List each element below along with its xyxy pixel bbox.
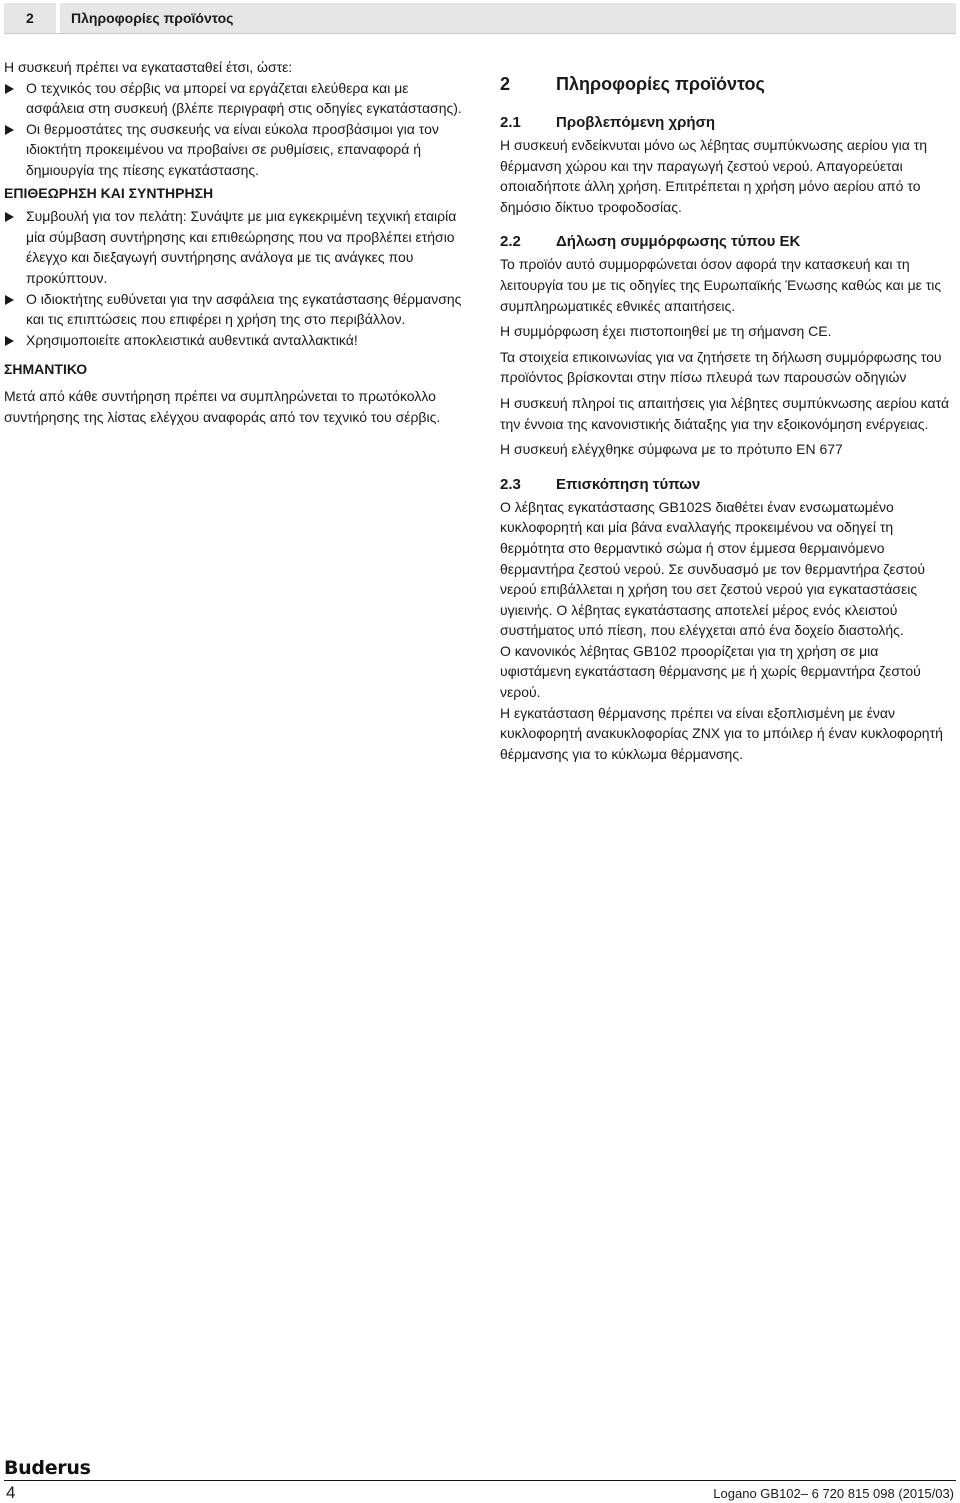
right-column xyxy=(500,72,952,764)
section-title-text: Προβλεπόμενη χρήση xyxy=(556,114,716,131)
bullet-arrow-icon xyxy=(5,336,14,346)
bullet-arrow-icon xyxy=(5,84,14,94)
section-paragraph: Η εγκατάσταση θέρμανσης πρέπει να είναι εξοπλισμένη με έναν κυκλοφορητή ανακυκλοφορίας ZNX για το μπόιλερ ή έναν κυκλοφορητή θέρμανσης για το κύκλωμα θέρμανσης. xyxy=(500,704,943,762)
bullet-item xyxy=(4,78,464,119)
brand-logo: Buderus xyxy=(4,1457,91,1479)
header-bar xyxy=(4,3,956,34)
section-paragraph: Το προϊόν αυτό συμμορφώνεται όσον αφορά την κατασκευή και τη λειτουργία του με τις οδηγίες της Ευρωπαϊκής Ένωσης καθώς και με τις συμπληρωματικές εθνικές απαιτήσεις. xyxy=(500,256,942,314)
page-number: 4 xyxy=(6,1483,16,1502)
chapter-title-text: Πληροφορίες προϊόντος xyxy=(556,74,765,94)
bullet-text: Ο τεχνικός του σέρβις να μπορεί να εργάζεται ελεύθερα και με ασφάλεια στη συσκευή (βλέπε περιγραφή στις οδηγίες εγκατάστασης). xyxy=(26,79,462,117)
section-paragraph: Ο κανονικός λέβητας GB102 προορίζεται για τη χρήση σε μια υφιστάμενη εγκατάσταση θέρμανσης με ή χωρίς θερμαντήρα ζεστού νερού. xyxy=(500,642,921,701)
bullet-arrow-icon xyxy=(5,295,14,305)
section-title-text: Επισκόπηση τύπων xyxy=(556,475,701,493)
bullet-text: Οι θερμοστάτες της συσκευής να είναι εύκολα προσβάσιμοι για τον ιδιοκτήτη προκειμένου να προβαίνει σε ρυθμίσεις, επαναφορά ή δημιουργία της πίεσης εγκατάστασης. xyxy=(26,120,439,178)
important-text: Μετά από κάθε συντήρηση πρέπει να συμπληρώνεται το πρωτόκολλο συντήρησης της λίστας ελέγχου αναφοράς από τον τεχνικό του σέρβις. xyxy=(4,387,441,425)
bullet-text: Συμβουλή για τον πελάτη: Συνάψτε με μια εγκεκριμένη τεχνική εταιρία μία σύμβαση συντήρησης και επιθεώρησης που να προβλέπει ετήσιο έλεγχο και διεξαγωγή συντήρησης ανάλογα με τις ανάγκες που προκύπτουν. xyxy=(26,208,457,286)
bullet-item xyxy=(4,330,464,351)
important-heading: ΣΗΜΑΝΤΙΚΟ xyxy=(4,361,88,378)
document-id: Logano GB102– 6 720 815 098 (2015/03) xyxy=(713,1486,954,1501)
bullet-item xyxy=(4,206,464,288)
section-title xyxy=(500,231,952,253)
bullet-arrow-icon xyxy=(5,125,14,135)
section-spacer xyxy=(500,217,952,231)
section-paragraph: Ο λέβητας εγκατάστασης GB102S διαθέτει έναν ενσωματωμένο κυκλοφορητή και μία βάνα εναλλαγής προκειμένου να οδηγεί τη θερμότητα στο θερμαντικό σώμα ή στον έμμεσα θερμαινόμενο θερμαντήρα ζεστού νερού. Σε συνδυασμό με τον θερμαντήρα ζεστού νερού επιβάλλεται η χρήση του σετ ζεστού νερού για εγκαταστάσεις υγιεινής. Ο λέβητας εγκατάστασης αποτελεί μέρος ενός κλειστού συστήματος υπό πίεση, που ελέγχεται από ένα δοχείο διαστολής. xyxy=(500,498,926,639)
section-paragraph: Τα στοιχεία επικοινωνίας για να ζητήσετε τη δήλωση συμμόρφωσης του προϊόντος βρίσκονται στην πίσω πλευρά των παρουσών οδηγιών xyxy=(500,348,942,386)
section-title xyxy=(500,112,952,134)
footer-divider xyxy=(4,1480,956,1481)
section-paragraph: Η συμμόρφωση έχει πιστοποιηθεί με τη σήμανση CE. xyxy=(500,323,832,340)
section-paragraph: Η συσκευή πληροί τις απαιτήσεις για λέβητες συμπύκνωσης αερίου κατά την έννοια της κανονιστικής διάταξης για την εξοικονόμηση ενέργειας. xyxy=(500,394,950,432)
header-divider xyxy=(56,3,60,33)
intro-text: Η συσκευή πρέπει να εγκατασταθεί έτσι, ώστε: xyxy=(4,59,293,75)
chapter-number: 2 xyxy=(500,74,511,94)
bullet-arrow-icon xyxy=(5,212,14,222)
section-number: 2.1 xyxy=(500,114,521,131)
left-column xyxy=(4,57,464,427)
bullet-item xyxy=(4,119,464,181)
header-title: Πληροφορίες προϊόντος xyxy=(71,10,234,26)
section-spacer xyxy=(500,460,952,474)
section-paragraph: Η συσκευή ενδείκνυται μόνο ως λέβητας συμπύκνωσης αερίου για τη θέρμανση χώρου και την παραγωγή ζεστού νερού. Απαγορεύεται οποιαδήποτε άλλη χρήση. Επιτρέπεται η χρήση μόνο αερίου από το δημόσιο δίκτυο τροφοδοσίας. xyxy=(500,137,928,215)
section-title xyxy=(500,474,952,496)
section-number: 2.2 xyxy=(500,233,521,251)
section-number: 2.3 xyxy=(500,475,521,493)
bullet-text: Ο ιδιοκτήτης ευθύνεται για την ασφάλεια της εγκατάστασης θέρμανσης και τις επιπτώσεις που επιφέρει η χρήση της στο περιβάλλον. xyxy=(26,290,462,328)
header-chapter-number: 2 xyxy=(26,10,34,26)
maintenance-heading: ΕΠΙΘΕΩΡΗΣΗ ΚΑΙ ΣΥΝΤΗΡΗΣΗ xyxy=(4,184,214,201)
bullet-text: Χρησιμοποιείτε αποκλειστικά αυθεντικά ανταλλακτικά! xyxy=(26,331,358,348)
chapter-title xyxy=(500,72,952,96)
bullet-item xyxy=(4,289,464,330)
section-title-text: Δήλωση συμμόρφωσης τύπου ΕΚ xyxy=(556,233,801,251)
section-paragraph: Η συσκευή ελέγχθηκε σύμφωνα με το πρότυπο EN 677 xyxy=(500,441,843,458)
